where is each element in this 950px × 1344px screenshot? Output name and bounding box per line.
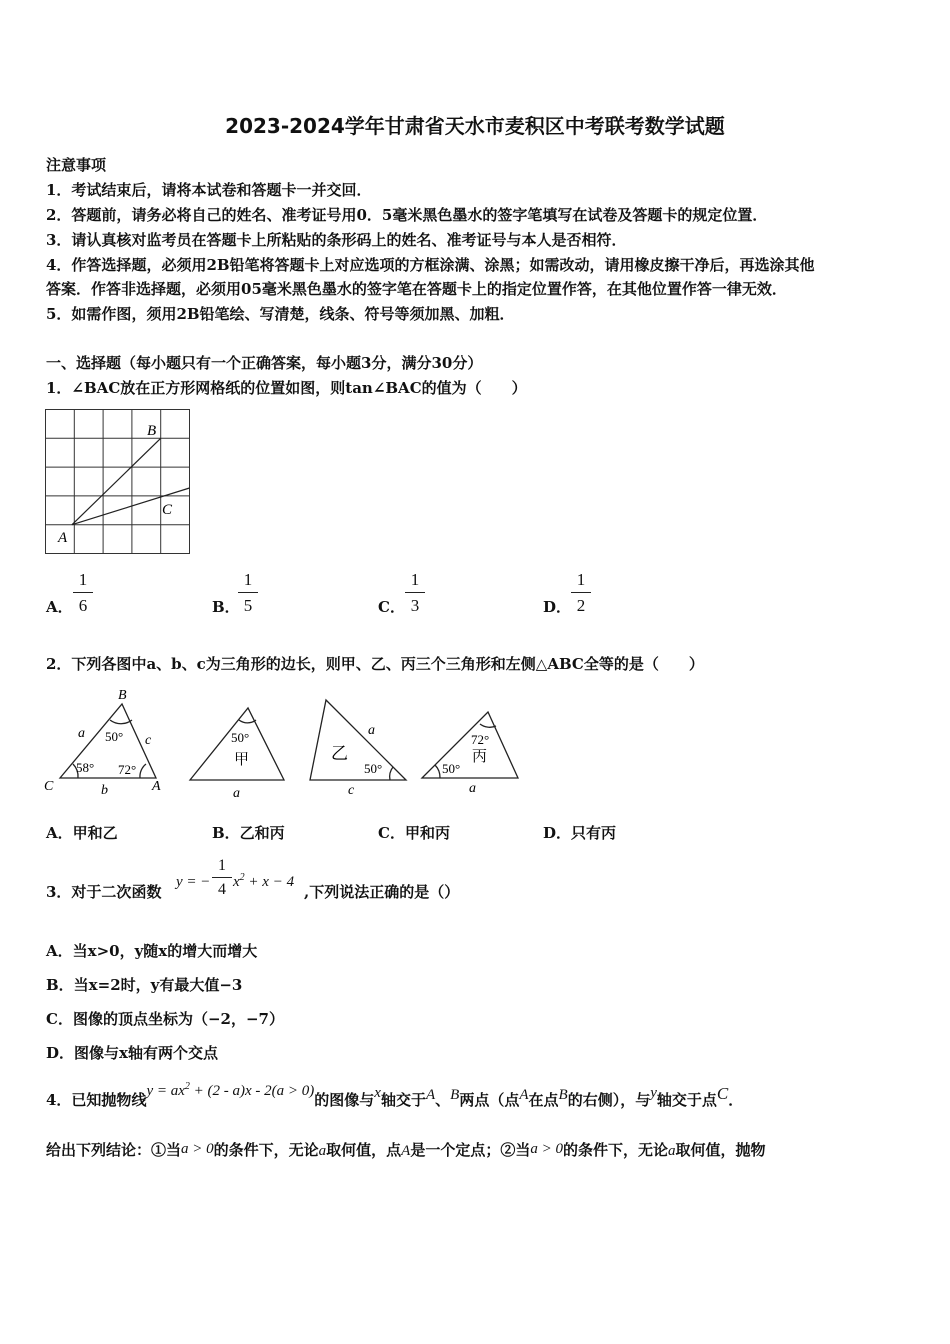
q2-option-b[interactable]: B．乙和丙 (212, 824, 285, 842)
q4-prefix: 4．已知抛物线 (46, 1091, 147, 1109)
jia-side-a: a (233, 786, 240, 801)
q1-option-d[interactable] (543, 596, 571, 617)
q4-l2-text-5: 的条件下，无论 (562, 1141, 668, 1159)
q4-text-3: 、 (435, 1091, 451, 1109)
fraction-numerator: 1 (238, 570, 258, 593)
q4-point-b-2: B (558, 1087, 568, 1103)
section-heading: 一、选择题（每小题只有一个正确答案，每小题3分，满分30分） (46, 354, 483, 372)
fraction-denominator: 5 (243, 596, 253, 615)
q1-option-d-fraction (571, 570, 591, 616)
q1-option-b[interactable] (212, 596, 240, 617)
notice-item-4: 4．作答选择题，必须用2B铅笔将答题卡上对应选项的方框涂满、涂黑；如需改动，请用橡皮擦干净后，再选涂其他 (46, 256, 815, 274)
q4-formula-b: + (2 - a)x - 2(a > 0) (189, 1083, 315, 1099)
label-b: B (147, 423, 157, 439)
q4-l2-text-6: 取何值，抛物 (675, 1141, 766, 1159)
q4-formula (146, 1083, 314, 1099)
q3-formula-y: y = − (176, 874, 211, 890)
q3-formula-tail: + x − 4 (244, 874, 295, 890)
q1-option-c-label: C． (378, 598, 405, 616)
q1-option-c-fraction (405, 570, 425, 616)
q1-option-a-fraction (73, 570, 93, 616)
q2-option-a[interactable]: A．甲和乙 (46, 824, 118, 842)
fraction-denominator: 2 (576, 596, 586, 615)
q4-text-7: 轴交于点 (656, 1091, 717, 1109)
fraction-numerator: 1 (73, 570, 93, 593)
notice-item-1: 1．考试结束后，请将本试卷和答题卡一并交回． (46, 181, 372, 199)
q4-l2-text-2: 的条件下，无论 (213, 1141, 319, 1159)
fraction-numerator: 1 (571, 570, 591, 593)
q4-var-a-2: a (668, 1143, 676, 1159)
abc-side-c: c (145, 733, 152, 748)
q3-prefix: 3．对于二次函数 (46, 883, 162, 901)
q1-option-b-label: B． (212, 598, 240, 616)
q3-formula-x: x (233, 874, 240, 890)
yi-angle: 50° (364, 761, 383, 776)
yi-side-c: c (348, 783, 355, 798)
bing-angle-top: 72° (471, 732, 490, 747)
q3-option-d[interactable]: D．图像与x轴有两个交点 (46, 1044, 218, 1062)
q4-point-a: A (425, 1087, 436, 1103)
q4-point-a-3: A (401, 1143, 411, 1159)
q4-formula-a: y = ax (146, 1083, 185, 1099)
page-title: 2023-2024学年甘肃省天水市麦积区中考联考数学试题 (225, 114, 725, 138)
q3-formula-fraction (212, 857, 232, 899)
fraction-denominator: 3 (410, 596, 420, 615)
q4-text-1: 的图像与 (314, 1091, 375, 1109)
notice-item-3: 3．请认真核对监考员在答题卡上所粘贴的条形码上的姓名、准考证号与本人是否相符． (46, 231, 627, 249)
q4-cond-2: a > 0 (530, 1141, 563, 1157)
fraction-denominator: 6 (78, 596, 88, 615)
yi-name: 乙 (331, 744, 348, 764)
q4-text-8: ． (728, 1091, 744, 1109)
notice-item-5: 5．如需作图，须用2B铅笔绘、写清楚，线条、符号等须加黑、加粗． (46, 305, 515, 323)
q4-text-5: 在点 (528, 1091, 559, 1109)
notice-item-4-cont: 答案．作答非选择题，必须用05毫米黑色墨水的签字笔在答题卡上的指定位置作答，在其他位置作答一律无效． (46, 280, 787, 298)
q4-var-a-1: a (318, 1143, 327, 1159)
fraction-denominator: 4 (218, 881, 226, 898)
q1-option-d-label: D． (543, 598, 572, 616)
jia-angle: 50° (231, 730, 250, 745)
jia-name: 甲 (234, 750, 250, 768)
abc-vertex-c: C (44, 779, 54, 794)
q4-point-b: B (450, 1087, 460, 1103)
abc-side-a: a (78, 726, 85, 741)
abc-angle-c: 58° (76, 760, 95, 775)
abc-angle-b: 50° (105, 729, 124, 744)
q4-var-x: x (374, 1085, 381, 1101)
abc-side-b: b (101, 783, 108, 798)
q4-var-y: y (650, 1085, 657, 1101)
q3-formula-rest (233, 872, 294, 891)
q4-line-2 (46, 1139, 766, 1160)
q4-point-a-2: A (519, 1087, 529, 1103)
notice-heading: 注意事项 (46, 156, 107, 174)
bing-name: 丙 (472, 747, 488, 765)
q4-text-6: 的右侧），与 (567, 1091, 651, 1109)
notice-item-2: 2．答题前，请务必将自己的姓名、准考证号用0．5毫米黑色墨水的签字笔填写在试卷及答题卡的规定位置． (46, 206, 768, 224)
q2-stem: 2．下列各图中a、b、c为三角形的边长，则甲、乙、丙三个三角形和左侧△ABC全等的是（ ） (46, 655, 704, 673)
q4-cond-1: a > 0 (181, 1141, 214, 1157)
abc-vertex-a: A (152, 779, 161, 794)
q4-formula-sup: 2 (184, 1081, 190, 1092)
q4-point-c: C (716, 1084, 729, 1103)
label-a: A (58, 530, 68, 546)
q3-option-a[interactable]: A．当x>0，y随x的增大而增大 (46, 942, 258, 960)
q3-suffix: ,下列说法正确的是（） (304, 883, 460, 901)
abc-angle-a: 72° (118, 762, 137, 777)
q1-grid-figure (44, 408, 194, 558)
yi-side-a: a (368, 723, 375, 738)
q1-option-b-fraction (238, 570, 258, 616)
q1-option-c[interactable] (378, 596, 405, 617)
label-c: C (162, 502, 173, 518)
q1-option-a-label: A． (46, 598, 73, 616)
fraction-numerator: 1 (212, 857, 232, 878)
q4-l2-text-1: 给出下列结论：①当 (46, 1141, 182, 1159)
q4-text-2: 轴交于 (380, 1091, 426, 1109)
fraction-numerator: 1 (405, 570, 425, 593)
bing-angle-left: 50° (442, 761, 461, 776)
q3-option-b[interactable]: B．当x=2时，y有最大值−3 (46, 976, 243, 994)
q1-stem: 1．∠BAC放在正方形网格纸的位置如图，则tan∠BAC的值为（ ） (46, 379, 527, 397)
q4-l2-text-4: 是一个定点；②当 (410, 1141, 531, 1159)
ray-ab (72, 438, 161, 524)
q4-l2-text-3: 取何值，点 (326, 1141, 402, 1159)
q1-option-a[interactable] (46, 596, 73, 617)
q2-triangles-figure (40, 684, 540, 804)
q2-option-c[interactable]: C．甲和丙 (378, 824, 450, 842)
bing-side-a: a (469, 781, 476, 796)
q2-option-d[interactable]: D．只有丙 (543, 824, 617, 842)
q3-formula-sup: 2 (239, 872, 245, 883)
abc-vertex-b: B (118, 688, 127, 703)
q3-option-c[interactable]: C．图像的顶点坐标为（−2，−7） (46, 1010, 284, 1028)
q3-formula (176, 872, 210, 891)
q4-line-1 (46, 1081, 744, 1110)
q4-text-4: 两点（点 (459, 1091, 520, 1109)
